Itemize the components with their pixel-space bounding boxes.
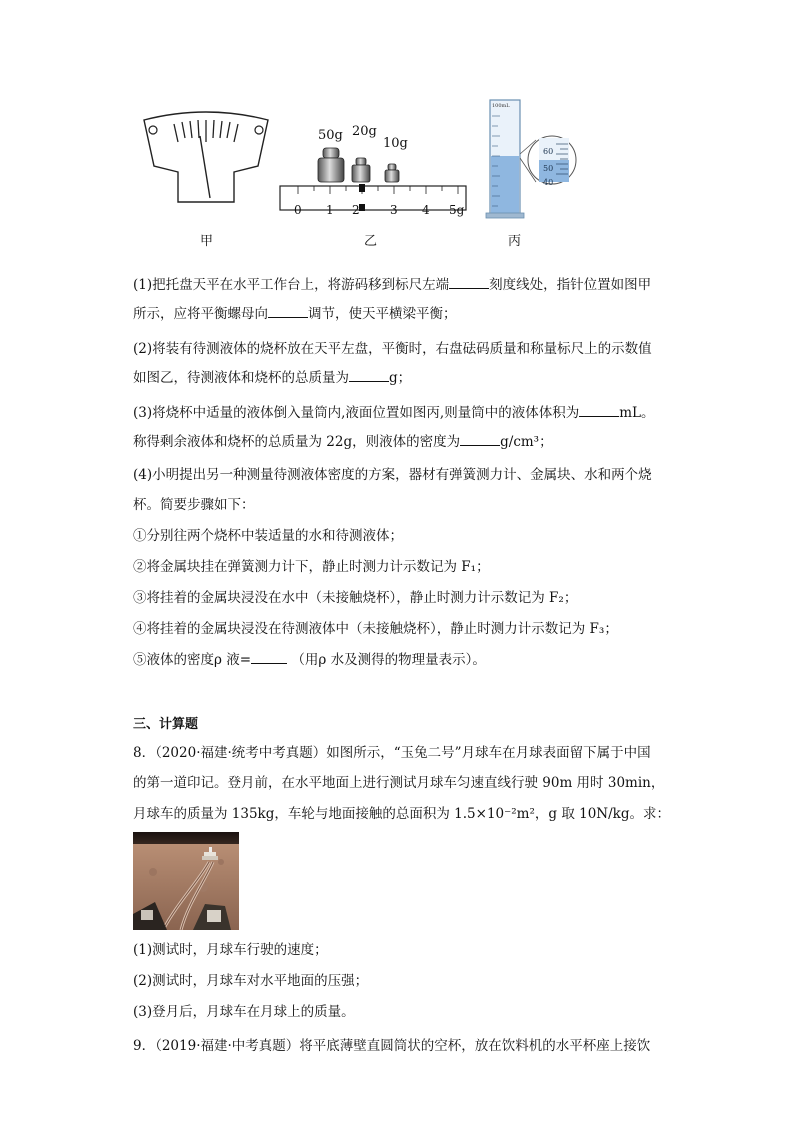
liquid: [491, 156, 519, 213]
q7-part2-line1: (2)将装有待测液体的烧杯放在天平左盘，平衡时，右盘砝码质量和称量标尺上的示数值: [133, 341, 652, 357]
blank-3: [349, 369, 389, 382]
figure-label-bing: 丙: [508, 234, 522, 249]
q7-step2: ②将金属块挂在弹簧测力计下，静止时测力计示数记为 F₁；: [133, 559, 490, 575]
weights-scale-figure: [278, 146, 468, 222]
weight-label-10g: 10g: [383, 136, 408, 151]
scale-tick-5g: 5g: [449, 203, 465, 217]
figure-label-yi: 乙: [364, 234, 378, 249]
q7-step5: ⑤液体的密度ρ 液= （用ρ 水及测得的物理量表示）。: [133, 652, 486, 668]
balance-dial-figure: [136, 110, 276, 208]
blank-4: [579, 404, 619, 417]
q7-part4-line1: (4)小明提出另一种测量待测液体密度的方案，器材有弹簧测力计、金属块、水和两个烧: [133, 467, 652, 483]
cylinder-top-mark: 100mL: [492, 103, 510, 109]
scale-tick-3: 3: [390, 203, 398, 217]
q7-step4: ④将挂着的金属块浸没在待测液体中（未接触烧杯），静止时测力计示数记为 F₃；: [133, 621, 618, 637]
lunar-rover-photo: [133, 832, 239, 930]
rider-bottom: [359, 204, 365, 211]
q8-sub1: (1)测试时，月球车行驶的速度；: [133, 942, 328, 958]
rider-scale-bar: [280, 186, 466, 210]
zoom-tick-60: 60: [543, 147, 554, 156]
rider: [359, 184, 365, 192]
q7-part2-line2: 如图乙，待测液体和烧杯的总质量为 g；: [133, 370, 412, 386]
q7-part1-line2: 所示，应将平衡螺母向 调节，使天平横梁平衡；: [133, 306, 457, 322]
weight-label-50g: 50g: [318, 128, 343, 143]
weight-label-20g: 20g: [352, 124, 377, 139]
scale-tick-0: 0: [294, 203, 302, 217]
blank-1: [449, 276, 489, 289]
weight-20g-shape: [352, 158, 370, 182]
q8-line2: 的第一道印记。登月前，在水平地面上进行测试月球车匀速直线行驶 90m 用时 30min，: [133, 775, 665, 791]
q8-line3: 月球车的质量为 135kg，车轮与地面接触的总面积为 1.5×10⁻²m²，g 取 10N/kg。求：: [133, 806, 670, 822]
q7-part3-line1: (3)将烧杯中适量的液体倒入量筒内,液面位置如图丙,则量筒中的液体体积为 mL。: [133, 405, 655, 421]
q7-part3-line2: 称得剩余液体和烧杯的总质量为 22g，则液体的密度为 g/cm³；: [133, 434, 553, 450]
q8-sub2: (2)测试时，月球车对水平地面的压强；: [133, 973, 369, 989]
q9-line1: 9．（2019·福建·中考真题）将平底薄壁直圆筒状的空杯，放在饮料机的水平杯座上接饮: [133, 1038, 651, 1054]
scale-tick-4: 4: [422, 203, 430, 217]
figures-row: [0, 90, 794, 260]
blank-5: [460, 433, 500, 446]
q8-line1: 8．（2020·福建·统考中考真题）如图所示，“玉兔二号”月球车在月球表面留下属于中国: [133, 745, 651, 761]
zoom-tick-40: 40: [543, 178, 554, 187]
weight-50g-shape: [318, 148, 344, 182]
q7-step3: ③将挂着的金属块浸没在水中（未接触烧杯），静止时测力计示数记为 F₂；: [133, 590, 578, 606]
weight-10g-shape: [385, 164, 399, 182]
blank-6: [251, 651, 287, 664]
graduated-cylinder-figure: [484, 96, 580, 220]
q7-step1: ①分别往两个烧杯中装适量的水和待测液体；: [133, 528, 403, 544]
section-title-calculation: 三、计算题: [133, 717, 199, 732]
zoom-tick-50: 50: [543, 164, 554, 173]
figure-label-jia: 甲: [200, 234, 214, 249]
q7-part4-line2: 杯。简要步骤如下：: [133, 497, 255, 513]
scale-tick-2: 2: [352, 203, 360, 217]
q7-part1-line1: (1)把托盘天平在水平工作台上，将游码移到标尺左端 刻度线处，指针位置如图甲: [133, 277, 652, 293]
blank-2: [268, 305, 308, 318]
q8-sub3: (3)登月后，月球车在月球上的质量。: [133, 1004, 355, 1020]
scale-tick-1: 1: [326, 203, 334, 217]
